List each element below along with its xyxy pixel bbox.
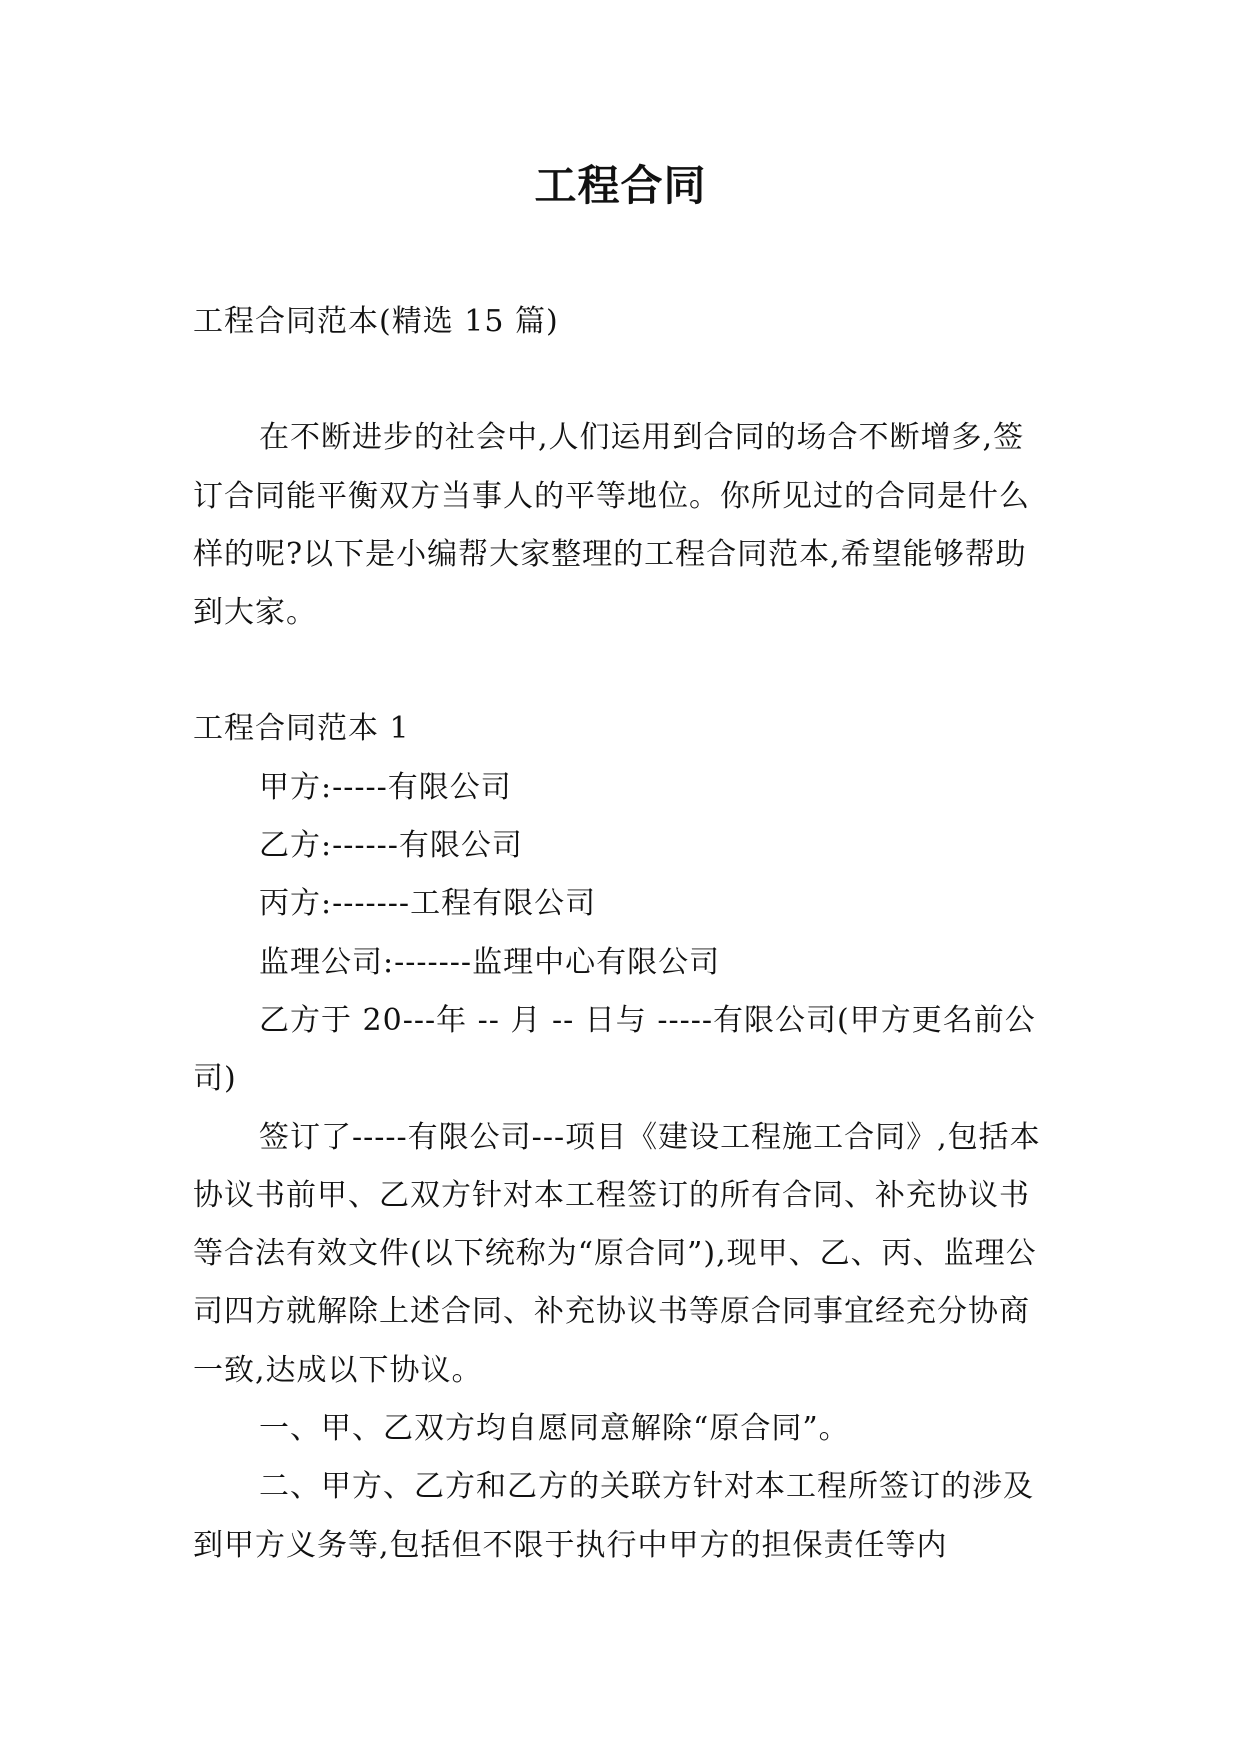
clause-1-paragraph: 一、甲、乙双方均自愿同意解除“原合同”。 — [259, 1411, 850, 1447]
document-title: 工程合同 — [534, 161, 707, 210]
supervisor-line: 监理公司:-------监理中心有限公司 — [259, 944, 721, 980]
party-b-line: 乙方:------有限公司 — [259, 828, 523, 864]
clause-2-paragraph: 二、甲方、乙方和乙方的关联方针对本工程所签订的涉及到甲方义务等,包括但不限于执行中甲方的担保责任等内 — [193, 1469, 1034, 1563]
document-subtitle: 工程合同范本(精选 15 篇) — [193, 304, 559, 339]
party-a-line: 甲方:-----有限公司 — [259, 769, 512, 805]
date-clause-paragraph: 乙方于 20---年 -- 月 -- 日与 -----有限公司(甲方更名前公司) — [193, 1002, 1036, 1097]
signed-clause-paragraph: 签订了-----有限公司---项目《建设工程施工合同》,包括本协议书前甲、乙双方针对本工程签订的所有合同、补充协议书等合法有效文件(以下统称为“原合同”),现甲、乙、丙、监理公司四方就解除上述合同、补充协议书等原合同事宜经充分协商一致,达成以下协议。 — [193, 1119, 1041, 1388]
section-heading: 工程合同范本 1 — [193, 711, 410, 747]
intro-paragraph: 在不断进步的社会中,人们运用到合同的场合不断增多,签订合同能平衡双方当事人的平等地位。你所见过的合同是什么样的呢?以下是小编帮大家整理的工程合同范本,希望能够帮助到大家。 — [193, 420, 1030, 631]
party-c-line: 丙方:-------工程有限公司 — [259, 886, 597, 922]
document-body — [193, 293, 1053, 1575]
